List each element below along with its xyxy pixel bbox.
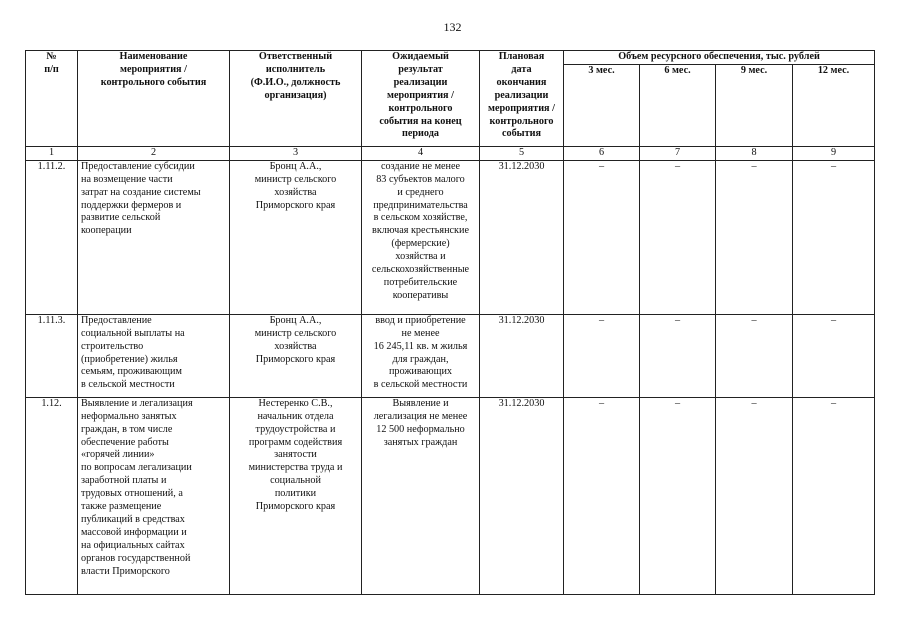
row-name: Предоставление субсидии на возмещение части затрат на создание системы поддержки фермеров и развитие сельской кооперации [78,160,230,314]
header-9-months: 9 мес. [716,64,793,146]
header-name: Наименование мероприятия / контрольного события [78,51,230,147]
row-9-months: – [716,397,793,594]
column-number-row [26,146,875,160]
row-expected-result: Выявление и легализация не менее 12 500 неформально занятых граждан [362,397,480,594]
header-expected-result: Ожидаемый результат реализации мероприятия / контрольного события на конец периода [362,51,480,147]
header-responsible: Ответственный исполнитель (Ф.И.О., должность организация) [230,51,362,147]
column-number: 3 [230,146,362,160]
row-6-months: – [640,397,716,594]
row-12-months: – [793,314,875,397]
row-num: 1.11.3. [26,314,78,397]
row-12-months: – [793,397,875,594]
column-number: 5 [480,146,564,160]
column-number: 4 [362,146,480,160]
row-planned-date: 31.12.2030 [480,160,564,314]
table-row [26,160,875,314]
row-name: Выявление и легализация неформально занятых граждан, в том числе обеспечение работы «горячей линии» по вопросам легализации заработной платы и трудовых отношений, а также размещение публикаций в средствах массовой информации и на официальных сайтах органов государственной власти Приморского [78,397,230,594]
column-number: 8 [716,146,793,160]
table-row [26,397,875,594]
row-expected-result: создание не менее 83 субъектов малого и среднего предпринимательства в сельском хозяйстве, включая крестьянские (фермерские) хозяйства и сельскохозяйственные потребительские кооперативы [362,160,480,314]
header-6-months: 6 мес. [640,64,716,146]
action-plan-table [25,50,875,595]
row-planned-date: 31.12.2030 [480,314,564,397]
header-num: № п/п [26,51,78,147]
column-number: 6 [564,146,640,160]
row-9-months: – [716,160,793,314]
row-num: 1.12. [26,397,78,594]
row-responsible: Нестеренко С.В., начальник отдела трудоустройства и программ содействия занятости министерства труда и социальной политики Приморского края [230,397,362,594]
column-number: 9 [793,146,875,160]
header-planned-date: Плановая дата окончания реализации мероприятия / контрольного события [480,51,564,147]
row-planned-date: 31.12.2030 [480,397,564,594]
column-number: 1 [26,146,78,160]
row-responsible: Бронц А.А., министр сельского хозяйства Приморского края [230,314,362,397]
row-6-months: – [640,160,716,314]
column-number: 2 [78,146,230,160]
row-3-months: – [564,314,640,397]
row-3-months: – [564,397,640,594]
row-name: Предоставление социальной выплаты на строительство (приобретение) жилья семьям, проживающим в сельской местности [78,314,230,397]
row-3-months: – [564,160,640,314]
header-resources: Объем ресурсного обеспечения, тыс. рублей [564,51,875,65]
row-num: 1.11.2. [26,160,78,314]
row-expected-result: ввод и приобретение не менее 16 245,11 кв. м жилья для граждан, проживающих в сельской местности [362,314,480,397]
row-9-months: – [716,314,793,397]
column-number: 7 [640,146,716,160]
row-12-months: – [793,160,875,314]
row-6-months: – [640,314,716,397]
header-12-months: 12 мес. [793,64,875,146]
header-3-months: 3 мес. [564,64,640,146]
table-row [26,314,875,397]
page-number: 132 [443,20,462,34]
row-responsible: Бронц А.А., министр сельского хозяйства Приморского края [230,160,362,314]
